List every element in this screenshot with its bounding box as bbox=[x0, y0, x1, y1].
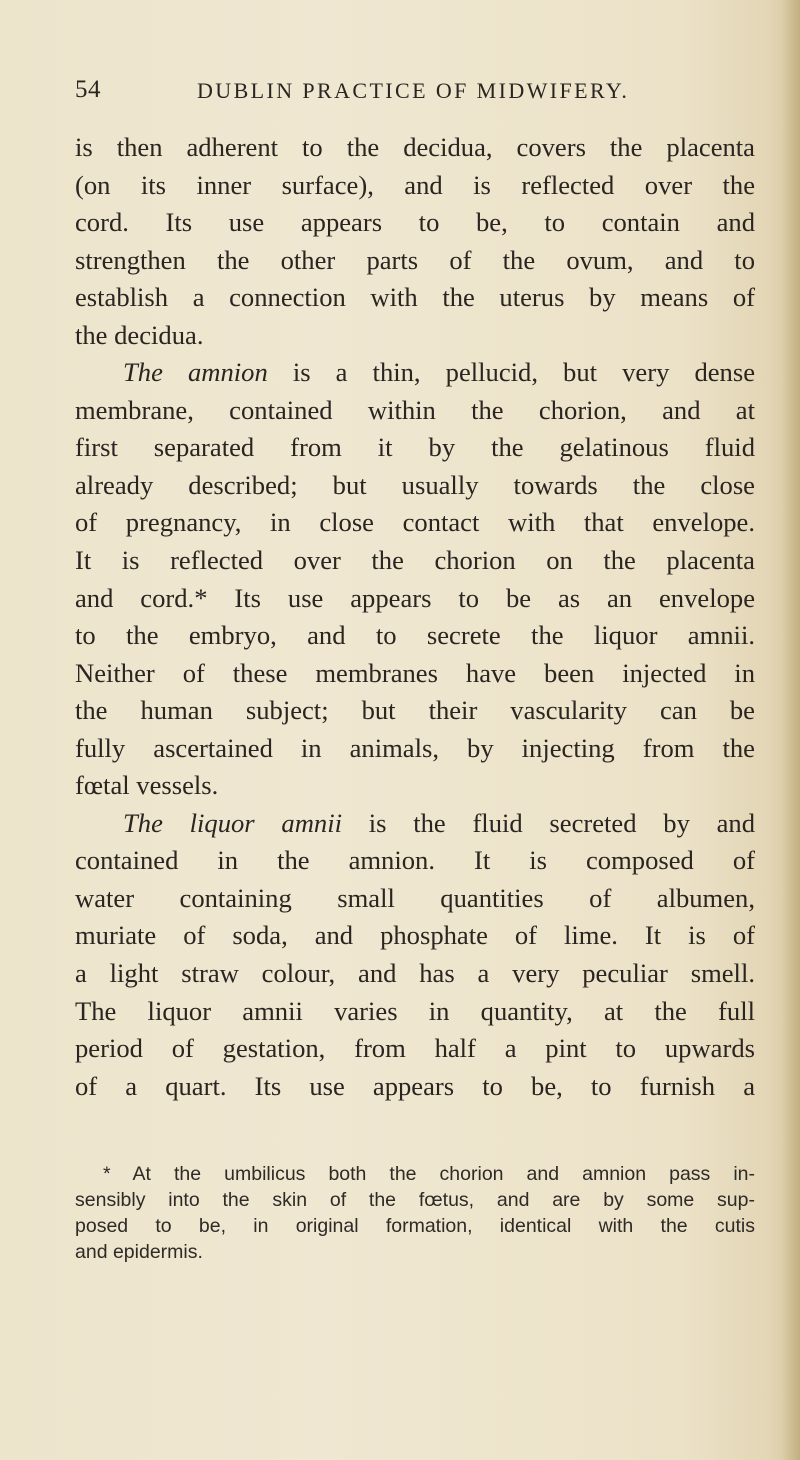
text-line: already described; but usually towards the close bbox=[75, 469, 755, 500]
text-line: It is reflected over the chorion on the placenta bbox=[75, 545, 755, 576]
text-line: of pregnancy, in close contact with that envelope. bbox=[75, 507, 755, 538]
text-line: cord. Its use appears to be, to contain and bbox=[75, 207, 755, 238]
text-line: The liquor amnii varies in quantity, at the full bbox=[75, 995, 755, 1026]
text-line-liquor bbox=[75, 805, 755, 843]
term-liquor-amnii: The liquor amnii bbox=[123, 807, 342, 838]
footnote-line: posed to be, in original formation, identical with the cutis bbox=[75, 1215, 755, 1237]
text-line: water containing small quantities of albumen, bbox=[75, 882, 755, 913]
text-line: period of gestation, from half a pint to upwards bbox=[75, 1033, 755, 1064]
text-line: Neither of these membranes have been injected in bbox=[75, 657, 755, 688]
text-line: strengthen the other parts of the ovum, and to bbox=[75, 244, 755, 275]
footnote-line: and epidermis. bbox=[75, 1241, 203, 1263]
running-head: DUBLIN PRACTICE OF MIDWIFERY. bbox=[197, 78, 630, 103]
text-line: (on its inner surface), and is reflected over the bbox=[75, 169, 755, 200]
text-line: membrane, contained within the chorion, and at bbox=[75, 394, 755, 425]
page-number: 54 bbox=[75, 76, 101, 103]
text-line-rest: is a thin, pellucid, but very dense bbox=[292, 357, 755, 388]
text-line-rest: is the fluid secreted by and bbox=[368, 807, 756, 838]
text-line: fœtal vessels. bbox=[75, 770, 219, 801]
text-line: to the embryo, and to secrete the liquor amnii. bbox=[75, 620, 755, 651]
text-line: muriate of soda, and phosphate of lime. It is of bbox=[75, 920, 755, 951]
footnote-line: * At the umbilicus both the chorion and amnion pass in- bbox=[103, 1163, 755, 1185]
page-header bbox=[75, 76, 675, 112]
term-amnion: The amnion bbox=[123, 357, 268, 388]
text-line: the human subject; but their vascularity can be bbox=[75, 695, 755, 726]
body-text bbox=[75, 129, 755, 1105]
text-line: a light straw colour, and has a very peculiar smell. bbox=[75, 958, 755, 989]
text-line: of a quart. Its use appears to be, to furnish a bbox=[75, 1070, 755, 1101]
page-edge-shadow bbox=[782, 0, 800, 1460]
footnote-line: sensibly into the skin of the fœtus, and are by some sup- bbox=[75, 1189, 755, 1211]
text-line: first separated from it by the gelatinous fluid bbox=[75, 432, 755, 463]
footnote bbox=[75, 1161, 755, 1265]
text-line: fully ascertained in animals, by injecting from the bbox=[75, 732, 755, 763]
text-line: establish a connection with the uterus by means of bbox=[75, 282, 755, 313]
text-line: the decidua. bbox=[75, 319, 204, 350]
text-line: and cord.* Its use appears to be as an envelope bbox=[75, 582, 755, 613]
text-line: contained in the amnion. It is composed of bbox=[75, 845, 755, 876]
text-line-amnion bbox=[75, 354, 755, 392]
text-line: is then adherent to the decidua, covers the placenta bbox=[75, 132, 755, 162]
